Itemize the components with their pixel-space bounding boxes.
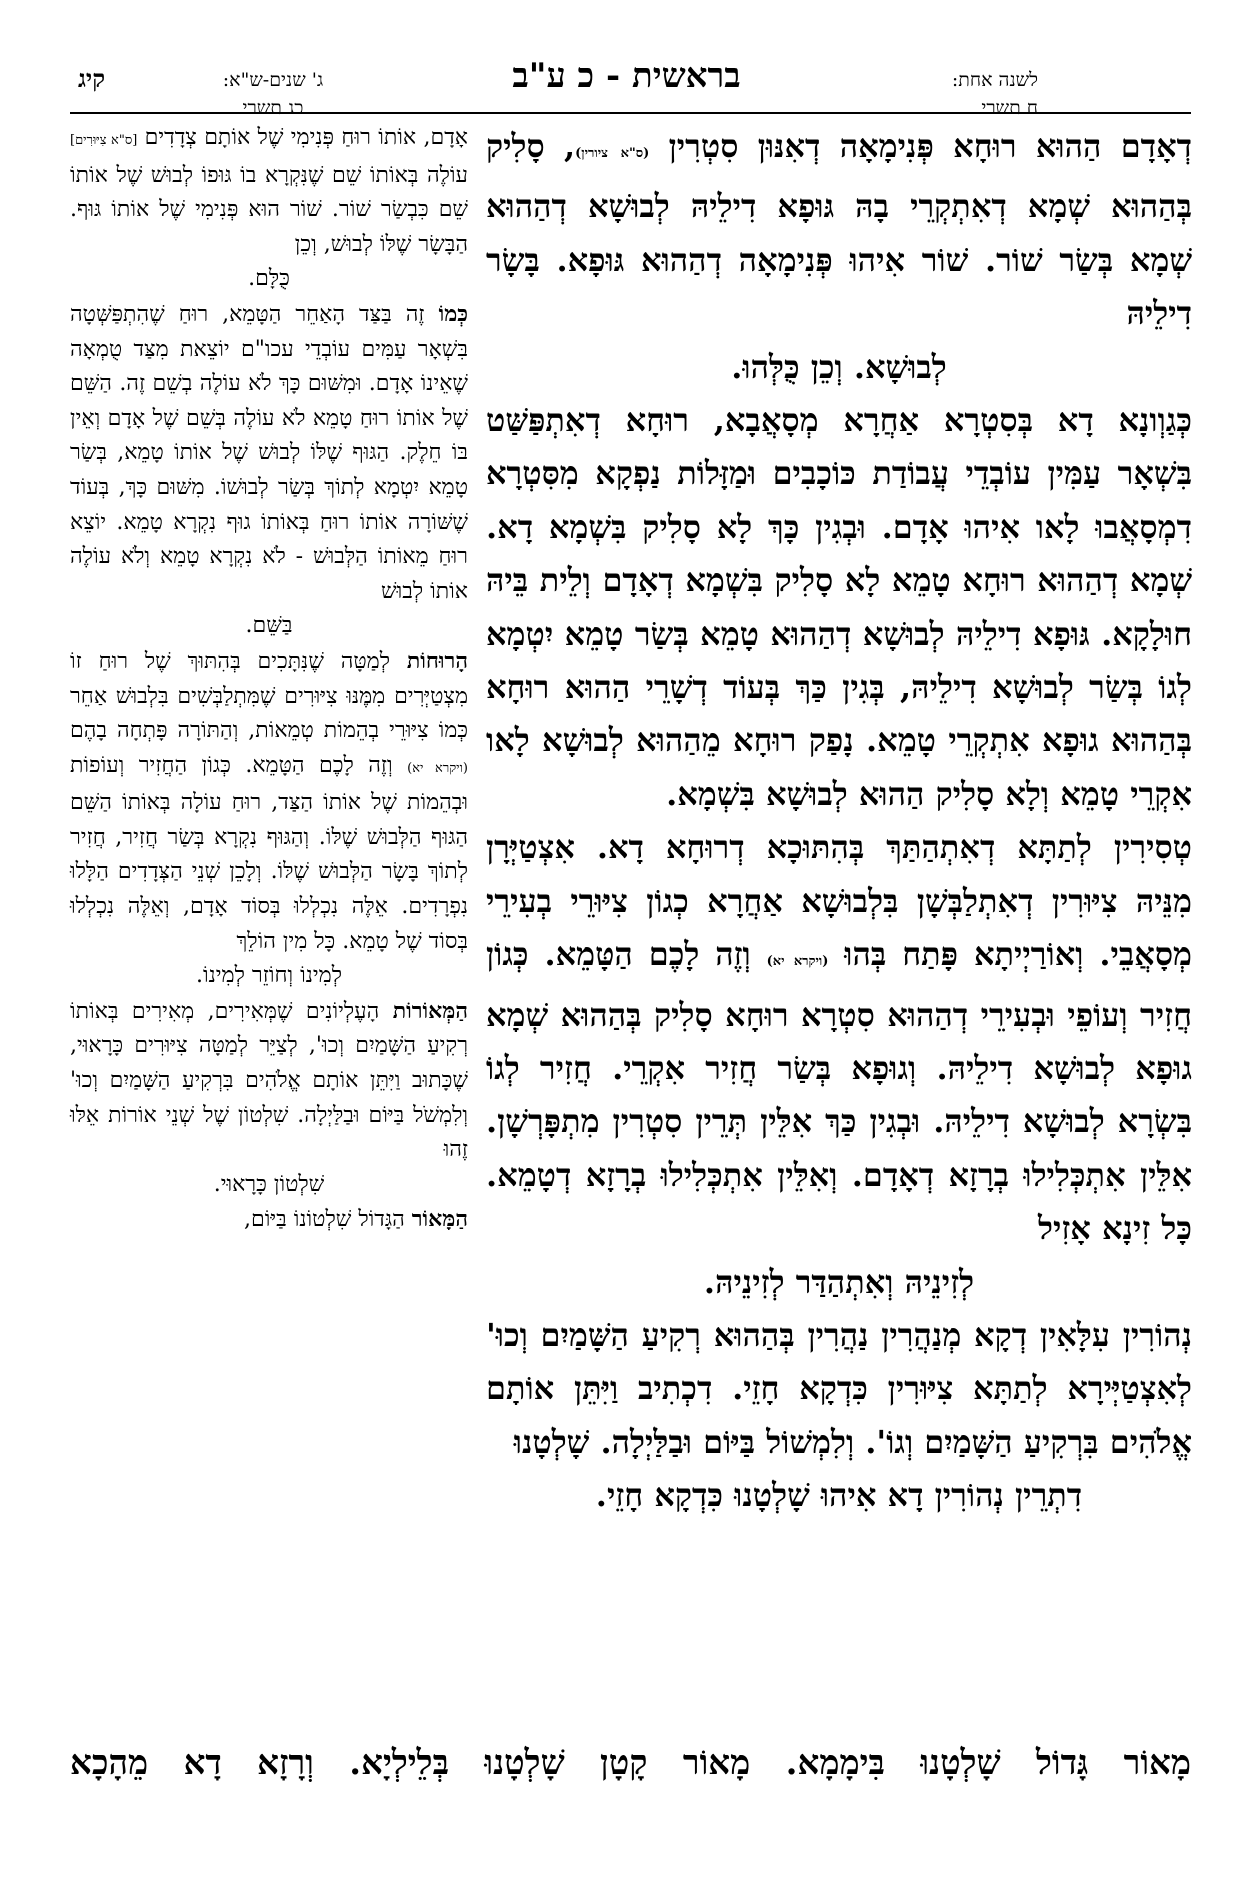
header-one-year-cycle: לשנה אחת: <box>951 69 1038 91</box>
aramaic-paragraph-4-end: דִתְרֵין נְהוֹרִין דָא אִיהוּ שָׁלְטָנוּ כִּדְקָא חָזֵי. <box>595 1476 1083 1515</box>
aramaic-paragraph-1-end: לְבוּשָׁא. וְכֵן כֻּלְּהוּ. <box>731 347 947 386</box>
header-three-year-cycle: ג' שנים-ש"א: <box>222 69 324 91</box>
paragraph-lead-word: הַמְּאוֹרוֹת <box>392 997 468 1024</box>
aramaic-column <box>486 120 1192 1523</box>
translation-text: הָעֶלְיוֹנִים שֶׁמְּאִירִים, מְאִירִים בְּאוֹתוֹ רְקִיעַ הַשָּׁמַיִם וְכוּ', לְצַיֵּר לְמַטָּה צִיּוּרִים כָּרָאוּי, שֶׁכָּתוּב וַיִּתֵּן אוֹתָם אֱלֹהִים בִּרְקִיעַ הַשָּׁמַיִם וְכוּ' וְלִמְשֹׁל בַּיּוֹם וּבַלַּיְלָה. שִׁלְטוֹן שֶׁל שְׁנֵי אוֹרוֹת אֵלּוּ זֶהוּ <box>70 998 468 1163</box>
aramaic-text: דְאָדָם הַהוּא רוּחָא פְּנִימָאָה דְאִנּוּן סִטְרִין <box>649 127 1193 165</box>
translation-text: עוֹלֶה בְּאוֹתוֹ שֵׁם שֶׁנִּקְרָא בוֹ גּוּפוֹ לְבוּשׁ שֶׁל אוֹתוֹ שֵׁם כִּבְשַׂר שׁוֹר. שׁוֹר הוּא פְּנִימִי שֶׁל אוֹתוֹ גּוּף. הַבָּשָׂר שֶׁלּוֹ לְבוּשׁ, וְכֵן <box>70 162 468 257</box>
translation-paragraph-2-end: בַּשֵּׁם. <box>245 613 293 639</box>
aramaic-paragraph-4: נְהוֹרִין עִלָּאִין דְקָא מְנַהֲרִין נַהֲרִין בְּהַהוּא רְקִיעַ הַשָּׁמַיִם וְכוּ' לְאִצְטַיְּירָא לְתַתָּא צִיּוּרִין כִּדְקָא חָזֵי. דִכְתִיב וַיִּתֵּן אוֹתָם אֱלֹהִים בִּרְקִיעַ הַשָּׁמַיִם וְגוֹ'. וְלִמְשׁוֹל בַּיּוֹם וּבַלַּיְלָה. שָׁלְטָנוּ <box>486 1315 1192 1461</box>
translation-paragraph-3-end: לְמִינוֹ וְחוֹזֵר לְמִינוֹ. <box>196 963 342 989</box>
translation-paragraph-4-end: שִׁלְטוֹן כָּרָאוּי. <box>213 1171 325 1197</box>
aramaic-paragraph-3-end: לְזִינֵיהּ וְאִתְהַדַּר לְזִינֵיהּ. <box>703 1262 975 1301</box>
hebrew-translation-column <box>70 121 468 1238</box>
translation-paragraph-1 <box>70 121 468 262</box>
paragraph-lead-word: הָרוּחוֹת <box>406 647 468 674</box>
variant-reference: [ס"א צִיּוּרִים] <box>70 133 138 148</box>
translation-text: וְזֶה לָכֶם הַטָּמֵא. כְּגוֹן הַחֲזִיר וְעוֹפוֹת וּבְהֵמוֹת שֶׁל אוֹתוֹ הַצַּד, רוּחַ עוֹלָה בְּאוֹתוֹ הַשֵּׁם הַגּוּף הַלְּבוּשׁ שֶׁלּוֹ. וְהַגּוּף נִקְרָא בְּשַׂר חֲזִיר, חֲזִיר לְתוֹךְ בָּשָׂר הַלְּבוּשׁ שֶׁלּוֹ. וְלָכֵן שְׁנֵי הַצְּדָדִים הַלָּלוּ נִפְרָדִים. אֵלֶּה נִכְלְלוּ בְּסוֹד אָדָם, וְאֵלֶּה נִכְלְלוּ בְּסוֹד שֶׁל טָמֵא. כָּל מִין הוֹלֵךְ <box>70 752 468 954</box>
aramaic-paragraph-2: כְּגַוְונָא דָא בְּסִטְרָא אַחֲרָא מְסָאֲבָא, רוּחָא דְאִתְפַּשַּׁט בִּשְׁאָר עַמִּין עוֹבְדֵי עֲבוֹדַת כּוֹכָבִים וּמַזָּלוֹת נַפְקָא מִסִּטְרָא דִמְסָאֲבוּ לָאו אִיהוּ אָדָם. וּבְגִין כָּךְ לָא סָלִיק בִּשְׁמָא דָא. שְׁמָא דְהַהוּא רוּחָא טָמֵא לָא סָלִיק בִּשְׁמָא דְאָדָם וְלֵית בֵּיהּ חוּלָקָא. גּוּפָא דִילֵיהּ לְבוּשָׁא דְהַהוּא טָמֵא בְּשַׂר טָמֵא יִטְמָא לְגוֹ בְּשַׂר לְבוּשָׁא דִילֵיהּ, בְּגִין כַּךְ בְּעוֹד דְשָׁרֵי הַהוּא רוּחָא בְּהַהוּא גוּפָא אִתְקְרֵי טָמֵא. נָפַק רוּחָא מֵהַהוּא לְבוּשָׁא לָאו אִקְרֵי טָמֵא וְלָא סָלִיק הַהוּא לְבוּשָׁא בִּשְׁמָא. <box>486 401 1193 813</box>
translation-text: זֶה בַּצַּד הָאַחֵר הַטָּמֵא, רוּחַ שֶׁהִתְפַּשְּׁטָה בִּשְׁאָר עַמִּים עוֹבְדֵי עכו"ם יוֹצֵאת מִצַּד טֻמְאָה שֶׁאֵינוֹ אָדָם. וּמִשּׁוּם כָּךְ לֹא עוֹלֶה בְשֵׁם זֶה. הַשֵּׁם שֶׁל אוֹתוֹ רוּחַ טָמֵא לֹא עוֹלֶה בְּשֵׁם שֶׁל אָדָם וְאֵין בּוֹ חֵלֶק. הַגּוּף שֶׁלּוֹ לְבוּשׁ שֶׁל אוֹתוֹ טָמֵא, בְּשַׂר טָמֵא יִטְמָא לְתוֹךְ בְּשַׂר לְבוּשׁוֹ. מִשּׁוּם כָּךְ, בְּעוֹד שֶׁשּׁוֹרָה אוֹתוֹ רוּחַ בְּאוֹתוֹ גוּף נִקְרָא טָמֵא. יוֹצֵא רוּחַ מֵאוֹתוֹ הַלְּבוּשׁ - לֹא נִקְרָא טָמֵא וְלֹא עוֹלֶה אוֹתוֹ לְבוּשׁ <box>70 301 468 604</box>
verse-reference: (ויקרא יא) <box>766 954 829 970</box>
continuation-line: מָאוֹר גָּדוֹל שָׁלְטָנוּ בִּימָמָא. מָאוֹר קָטָן שָׁלְטָנוּ בְּלֵילְיָא. וְרָזָא דָא מֵהָכָא <box>70 1743 1191 1783</box>
translation-text: הַגָּדוֹל שִׁלְטוֹנוֹ בַּיּוֹם, <box>244 1207 412 1233</box>
aramaic-paragraph-3 <box>486 821 1192 1255</box>
aramaic-text: וְזֶה לָכֶם הַטָּמֵא. כְּגוֹן חֲזִיר וְעוֹפֵי וּבְעִירֵי דְהַהוּא סִטְרָא רוּחָא סָלִיק בְּהַהוּא שְׁמָא גוּפָא לְבוּשָׁא דִילֵיהּ. וְגוּפָא בְּשַׂר חֲזִיר אִקְרֵי. חֲזִיר לְגוֹ בִּשְׂרָא לְבוּשָׁא דִילֵיהּ. וּבְגִין כַּךְ אִלֵּין תְּרֵין סִטְרִין מִתְפָּרְשָׁן. אִלֵּין אִתְכְּלִילוּ בְרָזָא דְאָדָם. וְאִלֵּין אִתְכְּלִילוּ בְרָזָא דְטָמֵא. כָּל זִינָא אָזִיל <box>486 935 1192 1248</box>
aramaic-paragraph-1 <box>486 120 1192 341</box>
translation-paragraph-1-end: כֻּלָּם. <box>248 266 290 292</box>
aramaic-text: טְסִירִין לְתַתָּא דְאִתְהַתַּךְ בְּהִתּוּכָא דְרוּחָא דָא. אִצְטַיְּרָן מִנֵּיהּ צִיּוּרִין דְאִתְלַבְּשָׁן בִּלְבוּשָׁא אַחֲרָא כְגוֹן צִיּוּרֵי בְעִירֵי מְסָאֲבֵי. וְאוֹרַיְיתָא פָּתַח בְּהוּ <box>486 828 1193 974</box>
page-title: בראשית - כ ע"ב <box>512 56 741 96</box>
paragraph-lead-word: כְּמוֹ <box>438 300 468 327</box>
header-divider <box>70 112 1191 114</box>
paragraph-lead-word: הַמָּאוֹר <box>411 1206 468 1233</box>
translation-paragraph-2 <box>70 297 468 609</box>
translation-paragraph-4 <box>70 994 468 1168</box>
translation-paragraph-3 <box>70 644 468 959</box>
variant-reference: (ס"א ציורין) <box>575 146 650 161</box>
header-three-year-date: כג תשרי <box>242 97 304 119</box>
verse-reference: (ויקרא יא) <box>407 760 468 776</box>
header-one-year-date: ח תשרי <box>981 97 1038 119</box>
translation-text: לְמַטָּה שֶׁנִּתָּכִים בְּהִתּוּךְ שֶׁל רוּחַ זוֹ מִצְטַיְּרִים מִמֶּנּוּ צִיּוּרִים שֶׁמִּתְלַבְּשִׁים בִּלְבוּשׁ אַחֵר כְּמוֹ צִיּוּרֵי בְהֵמוֹת טְמֵאוֹת, וְהַתּוֹרָה פָּתְחָה בָהֶם <box>70 648 468 744</box>
aramaic-text: , סָלִיק בְּהַהוּא שְׁמָא דְאִתְקְרֵי בָהּ גּוּפָא דִילֵיהּ לְבוּשָׁא דְהַהוּא שְׁמָא בְּשַׂר שׁוֹר. שׁוֹר אִיהוּ פְּנִימָאָה דְהַהוּא גּוּפָא. בָּשָׂר דִילֵיהּ <box>486 127 1193 333</box>
page-number: קיג <box>78 64 106 93</box>
translation-paragraph-5 <box>70 1202 468 1238</box>
translation-text: אָדָם, אוֹתוֹ רוּחַ פְּנִימִי שֶׁל אוֹתָם צְדָדִים <box>137 125 468 150</box>
